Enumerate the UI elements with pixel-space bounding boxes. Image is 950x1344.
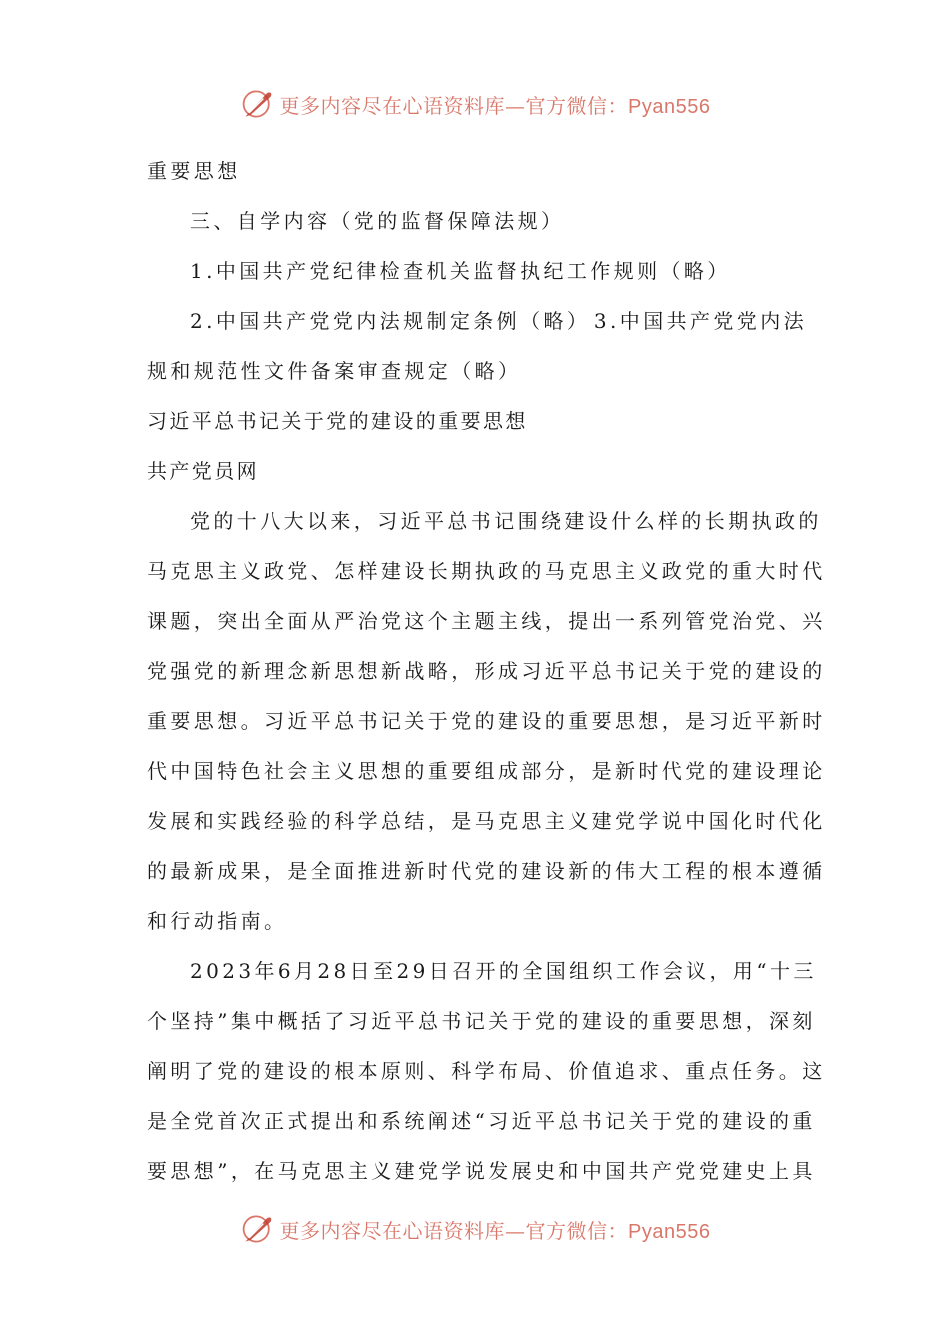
paragraph-line: 党强党的新理念新思想新战略，形成习近平总书记关于党的建设的 — [147, 659, 826, 683]
list-item-row — [147, 296, 807, 346]
wechat-handle: Pyan556 — [628, 95, 711, 118]
section-heading: 三、自学内容（党的监督保障法规） — [190, 209, 565, 233]
list-item: 3.中国共产党党内法 — [593, 309, 807, 333]
paragraph-line: 课题，突出全面从严治党这个主题主线，提出一系列管党治党、兴 — [147, 609, 826, 633]
banner-text: 更多内容尽在心语资料库—官方微信：Pyan556 — [279, 93, 711, 118]
list-item: 1.中国共产党纪律检查机关监督执纪工作规则（略） — [190, 259, 731, 283]
footer-banner — [0, 1209, 950, 1249]
quill-pen-logo-icon — [240, 86, 276, 122]
paragraph-line: 重要思想。习近平总书记关于党的建设的重要思想，是习近平新时 — [147, 709, 826, 733]
paragraph-line: 是全党首次正式提出和系统阐述“习近平总书记关于党的建设的重 — [147, 1109, 816, 1133]
paragraph-line: 个坚持”集中概括了习近平总书记关于党的建设的重要思想，深刻 — [147, 1009, 816, 1033]
paragraph-line: 2023年6月28日至29日召开的全国组织工作会议，用“十三 — [190, 959, 817, 983]
text-line: 规和规范性文件备案审查规定（略） — [147, 359, 522, 383]
banner-text: 更多内容尽在心语资料库—官方微信：Pyan556 — [279, 1218, 711, 1243]
paragraph-line: 阐明了党的建设的根本原则、科学布局、价值追求、重点任务。这 — [147, 1059, 826, 1083]
document-body — [147, 146, 826, 1196]
article-title: 习近平总书记关于党的建设的重要思想 — [147, 409, 528, 433]
paragraph-line: 马克思主义政党、怎样建设长期执政的马克思主义政党的重大时代 — [147, 559, 826, 583]
paragraph-line: 代中国特色社会主义思想的重要组成部分，是新时代党的建设理论 — [147, 759, 826, 783]
paragraph-line: 的最新成果，是全面推进新时代党的建设新的伟大工程的根本遵循 — [147, 859, 826, 883]
text-line: 重要思想 — [147, 159, 241, 183]
wechat-handle: Pyan556 — [628, 1220, 711, 1243]
article-source: 共产党员网 — [147, 459, 259, 483]
paragraph-line: 和行动指南。 — [147, 909, 288, 933]
paragraph-line: 要思想”，在马克思主义建党学说发展史和中国共产党党建史上具 — [147, 1159, 816, 1183]
header-banner — [0, 84, 950, 124]
list-item: 2.中国共产党党内法规制定条例（略） — [190, 309, 591, 333]
paragraph-line: 发展和实践经验的科学总结，是马克思主义建党学说中国化时代化 — [147, 809, 826, 833]
quill-pen-logo-icon — [240, 1211, 276, 1247]
paragraph-line: 党的十八大以来，习近平总书记围绕建设什么样的长期执政的 — [190, 509, 822, 533]
